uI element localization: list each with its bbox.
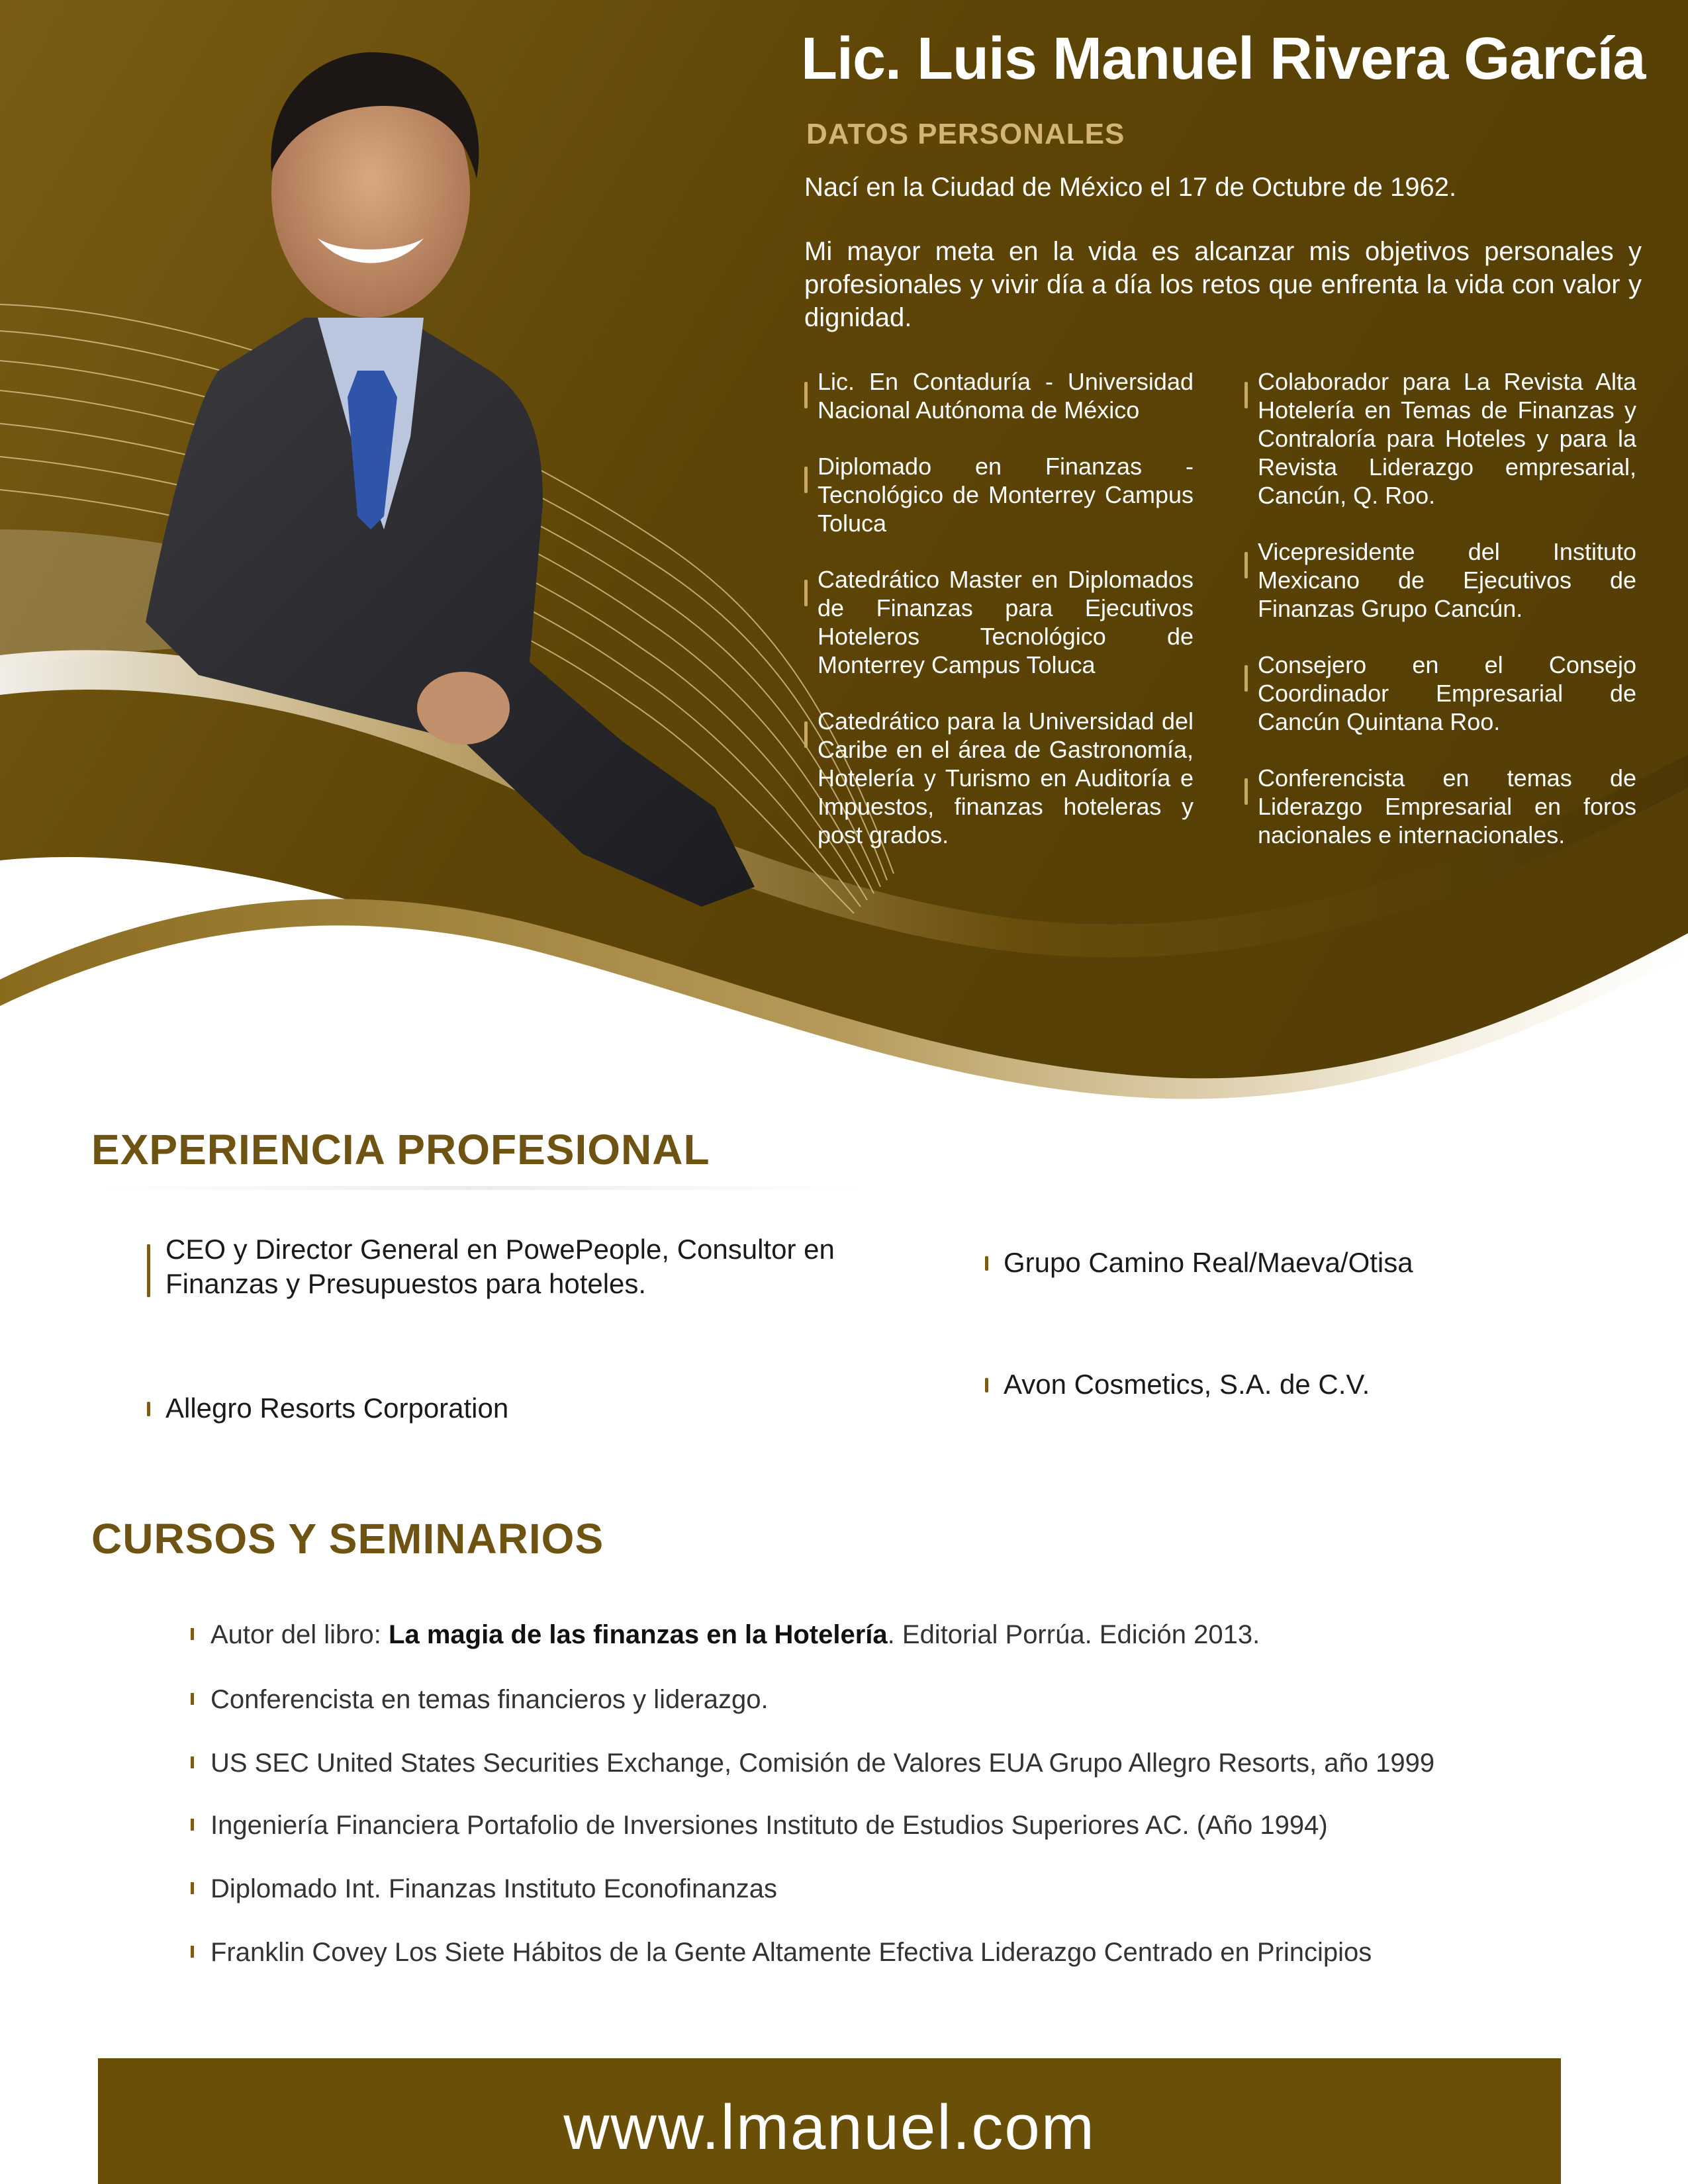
profile-item-text: Lic. En Contaduría - Universidad Nacional Autónoma de México [818, 368, 1194, 424]
book-suffix: . Editorial Porrúa. Edición 2013. [887, 1620, 1260, 1649]
course-item [187, 1619, 1260, 1651]
course-item-text: Franklin Covey Los Siete Hábitos de la Gente Altamente Efectiva Liderazgo Centrado en Principios [211, 1938, 1372, 1967]
footer-bar [98, 2058, 1561, 2184]
goal-statement: Mi mayor meta en la vida es alcanzar mis objetivos personales y profesionales y vivir día a día los retos que enfrenta la vida con valor y dignidad. [804, 237, 1642, 332]
bullet-bar [1244, 778, 1248, 805]
bullet-bar [804, 467, 808, 493]
bullet-bar [191, 1946, 194, 1958]
experience-item-text: Grupo Camino Real/Maeva/Otisa [1004, 1247, 1413, 1278]
heading-underline [99, 1186, 861, 1190]
experience-item [147, 1232, 907, 1301]
bullet-bar [985, 1378, 988, 1392]
experience-item [147, 1391, 761, 1426]
bullet-bar [191, 1819, 194, 1831]
bullet-bar [147, 1402, 150, 1416]
experience-item [985, 1367, 1599, 1402]
profile-item [804, 367, 1194, 424]
profile-item [1244, 367, 1636, 510]
profile-item [1244, 537, 1636, 623]
profile-item [804, 707, 1194, 849]
course-item [187, 1809, 1328, 1841]
bullet-bar [804, 382, 808, 408]
profile-item [804, 452, 1194, 537]
bullet-bar [985, 1256, 988, 1271]
bullet-bar [191, 1693, 194, 1705]
course-item [187, 1936, 1372, 1968]
course-item [187, 1684, 769, 1715]
course-item-text: Ingeniería Financiera Portafolio de Inversiones Instituto de Estudios Superiores AC. (Año 1994) [211, 1811, 1328, 1840]
profile-column-left [804, 367, 1194, 877]
course-item-text: Conferencista en temas financieros y liderazgo. [211, 1685, 769, 1714]
profile-photo [119, 26, 847, 953]
personal-data-heading: DATOS PERSONALES [806, 118, 1125, 150]
experience-item-text: CEO y Director General en PowePeople, Consultor en Finanzas y Presupuestos para hoteles. [165, 1234, 835, 1299]
bullet-bar [804, 580, 808, 606]
experience-item-text: Avon Cosmetics, S.A. de C.V. [1004, 1369, 1370, 1400]
course-item-text: Diplomado Int. Finanzas Instituto Econofinanzas [211, 1874, 778, 1903]
bullet-bar [804, 721, 808, 748]
profile-item-text: Diplomado en Finanzas - Tecnológico de Monterrey Campus Toluca [818, 453, 1194, 537]
profile-item-text: Conferencista en temas de Liderazgo Empresarial en foros nacionales e internacionales. [1258, 764, 1636, 848]
bullet-bar [191, 1756, 194, 1768]
experience-item [985, 1246, 1599, 1280]
book-prefix: Autor del libro: [211, 1620, 389, 1649]
course-item [187, 1747, 1434, 1779]
bullet-bar [191, 1628, 194, 1640]
bullet-bar [147, 1244, 150, 1297]
bullet-bar [1244, 382, 1248, 408]
profile-item-text: Catedrático para la Universidad del Caribe en el área de Gastronomía, Hotelería y Turismo en Auditoría e Impuestos, finanzas hoteleras y post grados. [818, 707, 1194, 848]
book-title: La magia de las finanzas en la Hotelería [389, 1620, 888, 1649]
bullet-bar [191, 1882, 194, 1894]
profile-item [1244, 651, 1636, 736]
profile-item [804, 565, 1194, 679]
experience-heading: EXPERIENCIA PROFESIONAL [91, 1126, 710, 1173]
profile-item-text: Consejero en el Consejo Coordinador Empresarial de Cancún Quintana Roo. [1258, 651, 1636, 735]
profile-item-text: Colaborador para La Revista Alta Hotelería en Temas de Finanzas y Contraloría para Hoteles y para la Revista Liderazgo empresarial, Cancún, Q. Roo. [1258, 368, 1636, 509]
profile-item [1244, 764, 1636, 849]
courses-heading: CURSOS Y SEMINARIOS [91, 1515, 604, 1563]
course-item [187, 1873, 777, 1905]
person-name: Lic. Luis Manuel Rivera García [801, 26, 1646, 92]
profile-item-text: Catedrático Master en Diplomados de Finanzas para Ejecutivos Hoteleros Tecnológico de Monterrey Campus Toluca [818, 566, 1194, 678]
bullet-bar [1244, 552, 1248, 578]
profile-column-right [1244, 367, 1636, 877]
course-item-text: US SEC United States Securities Exchange, Comisión de Valores EUA Grupo Allegro Resorts, año 1999 [211, 1749, 1435, 1778]
website-link[interactable]: www.lmanuel.com [563, 2092, 1096, 2163]
experience-item-text: Allegro Resorts Corporation [165, 1392, 509, 1424]
birth-statement: Nací en la Ciudad de México el 17 de Octubre de 1962. [804, 173, 1457, 202]
bullet-bar [1244, 665, 1248, 692]
profile-item-text: Vicepresidente del Instituto Mexicano de Ejecutivos de Finanzas Grupo Cancún. [1258, 538, 1636, 622]
